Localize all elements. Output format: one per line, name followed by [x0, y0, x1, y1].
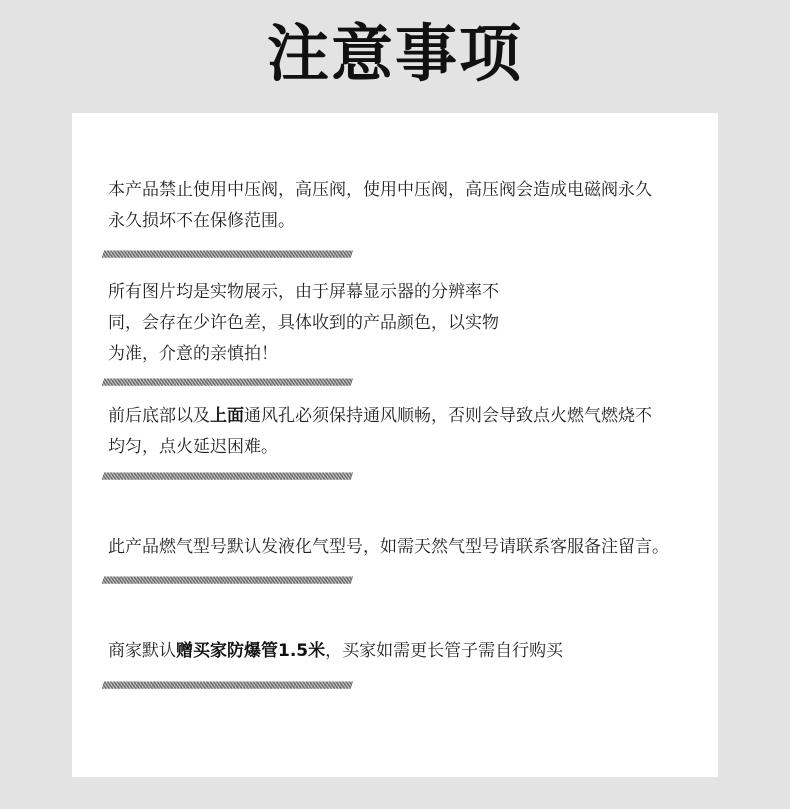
notice-gas-type: [108, 532, 708, 563]
notice-text: 本产品禁止使用中压阀，高压阀，使用中压阀，高压阀会造成电磁阀永久: [108, 180, 652, 200]
notice-text: 所有图片均是实物展示，由于屏幕显示器的分辨率不: [108, 282, 499, 302]
notice-text: 均匀，点火延迟困难。: [108, 437, 278, 457]
notice-valve: [108, 175, 708, 237]
separator-line: //////////////////////////////////////////////////////////////////////////////////////////////////////////////////////////////////////////////////////////////////////////////: [102, 250, 352, 260]
separator-line: //////////////////////////////////////////////////////////////////////////////////////////////////////////////////////////////////////////////////////////////////////////////: [102, 681, 352, 691]
emphasis-text: 赠买家防爆管1.5米: [176, 641, 326, 661]
notice-text: 永久损坏不在保修范围。: [108, 211, 295, 231]
notice-card: [72, 113, 718, 777]
notice-ventilation: [108, 401, 708, 463]
page-title: 注意事项: [266, 17, 523, 90]
emphasis-text: 上面: [210, 406, 244, 426]
notice-text: 此产品燃气型号默认发液化气型号，如需天然气型号请联系客服备注留言。: [108, 537, 669, 557]
notice-gift-hose: [108, 636, 708, 667]
separator-line: //////////////////////////////////////////////////////////////////////////////////////////////////////////////////////////////////////////////////////////////////////////////: [102, 576, 352, 586]
separator-line: //////////////////////////////////////////////////////////////////////////////////////////////////////////////////////////////////////////////////////////////////////////////: [102, 378, 352, 388]
notice-text: 同，会存在少许色差，具体收到的产品颜色，以实物: [108, 313, 499, 333]
notice-text: 商家默认赠买家防爆管1.5米，买家如需更长管子需自行购买: [108, 641, 564, 661]
separator-line: //////////////////////////////////////////////////////////////////////////////////////////////////////////////////////////////////////////////////////////////////////////////: [102, 472, 352, 482]
notice-color-difference: [108, 277, 708, 370]
notice-text: 为准，介意的亲慎拍！: [108, 344, 278, 364]
notice-text: 前后底部以及上面通风孔必须保持通风顺畅，否则会导致点火燃气燃烧不: [108, 406, 652, 426]
